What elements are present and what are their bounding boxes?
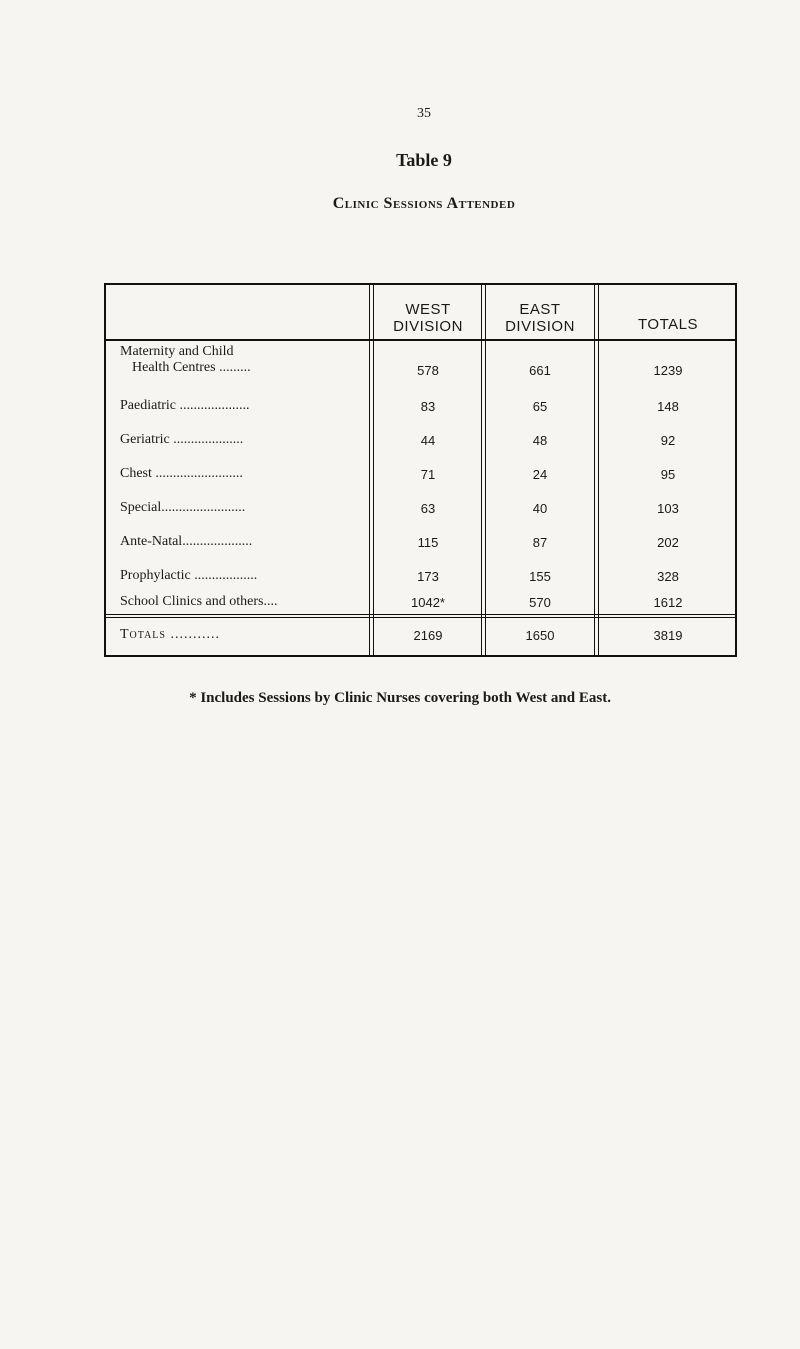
total-west: 2169 xyxy=(413,628,443,643)
cell-west: 173 xyxy=(417,569,439,584)
header-west-division xyxy=(374,301,482,335)
header-east-line1: EAST xyxy=(519,301,561,318)
cell-west: 83 xyxy=(420,399,436,414)
cell-west: 1042* xyxy=(411,595,445,610)
row-label-prophylactic: Prophylactic .................. xyxy=(120,568,258,583)
cell-total: 1239 xyxy=(653,363,683,378)
cell-west: 63 xyxy=(420,501,436,516)
cell-total: 1612 xyxy=(653,595,683,610)
cell-total: 92 xyxy=(660,433,676,448)
row-label-maternity xyxy=(120,344,251,376)
cell-west: 578 xyxy=(417,363,439,378)
row-label-ante-natal: Ante-Natal.................... xyxy=(120,534,253,549)
totals-rule xyxy=(106,614,735,618)
cell-east: 65 xyxy=(532,399,548,414)
row-label-line2: Health Centres ......... xyxy=(132,360,251,375)
table-subtitle: Clinic Sessions Attended xyxy=(332,195,516,212)
footnote: * Includes Sessions by Clinic Nurses covering both West and East. xyxy=(189,690,611,706)
header-rule xyxy=(106,339,735,341)
header-totals: TOTALS xyxy=(638,316,698,333)
cell-total: 202 xyxy=(657,535,679,550)
cell-east: 24 xyxy=(532,467,548,482)
row-label-special: Special........................ xyxy=(120,500,246,515)
row-label-geriatric: Geriatric .................... xyxy=(120,432,244,447)
header-west-line1: WEST xyxy=(405,301,451,318)
row-label-line1: Maternity and Child xyxy=(120,344,234,359)
header-east-division xyxy=(486,301,594,335)
row-label-paediatric: Paediatric .................... xyxy=(120,398,250,413)
cell-total: 95 xyxy=(660,467,676,482)
cell-east: 40 xyxy=(532,501,548,516)
cell-east: 87 xyxy=(532,535,548,550)
cell-total: 148 xyxy=(657,399,679,414)
cell-east: 48 xyxy=(532,433,548,448)
row-label-school-clinics: School Clinics and others.... xyxy=(120,594,278,609)
cell-east: 570 xyxy=(529,595,551,610)
row-label-chest: Chest ......................... xyxy=(120,466,243,481)
sessions-table xyxy=(104,283,737,657)
cell-east: 661 xyxy=(529,363,551,378)
page-number: 35 xyxy=(417,106,431,121)
cell-west: 44 xyxy=(420,433,436,448)
cell-total: 103 xyxy=(657,501,679,516)
cell-east: 155 xyxy=(529,569,551,584)
grand-total: 3819 xyxy=(653,628,683,643)
total-east: 1650 xyxy=(525,628,555,643)
header-west-line2: DIVISION xyxy=(393,318,463,335)
table-title: Table 9 xyxy=(396,150,452,170)
cell-total: 328 xyxy=(657,569,679,584)
totals-label: Totals ........... xyxy=(120,627,220,642)
cell-west: 71 xyxy=(420,467,436,482)
header-east-line2: DIVISION xyxy=(505,318,575,335)
cell-west: 115 xyxy=(417,535,439,550)
